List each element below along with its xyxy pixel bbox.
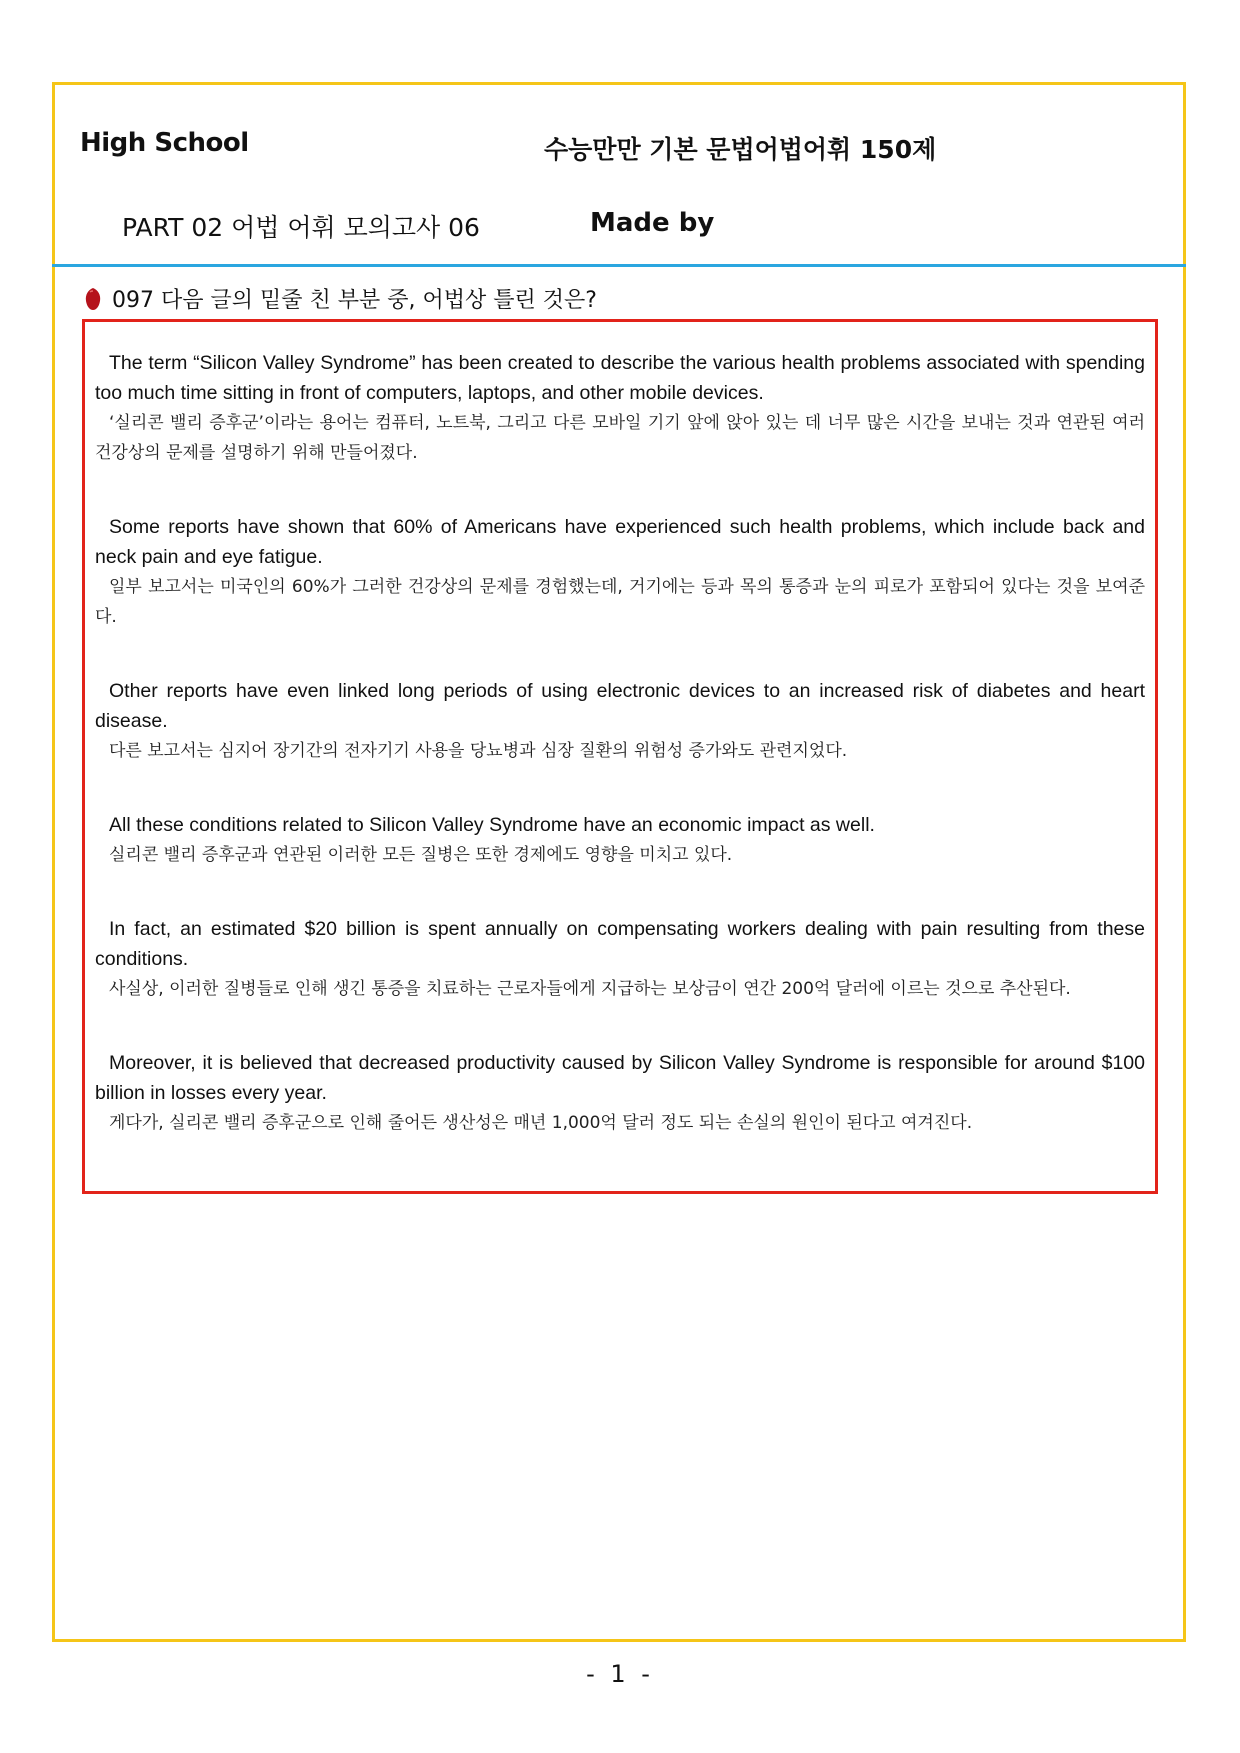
english-sentence: Moreover, it is believed that decreased productivity caused by Silicon Valley Syndrome is responsible for around $100 billion in losses every year. xyxy=(95,1052,1145,1104)
header-school: High School xyxy=(80,128,249,158)
header-part: PART 02 어법 어휘 모의고사 06 xyxy=(122,213,480,242)
korean-translation: 일부 보고서는 미국인의 60%가 그러한 건강상의 문제를 경험했는데, 거기에는 등과 목의 통증과 눈의 피로가 포함되어 있다는 것을 보여준다. xyxy=(95,577,1145,627)
header-made-by: Made by xyxy=(590,208,715,238)
passage-box xyxy=(82,319,1158,1194)
sentence-pair xyxy=(95,810,1145,870)
sentence-pair xyxy=(95,512,1145,632)
header-divider xyxy=(52,264,1186,267)
question-line xyxy=(84,283,597,314)
sentence-pair xyxy=(95,348,1145,468)
sentence-pair xyxy=(95,676,1145,766)
english-sentence: Other reports have even linked long periods of using electronic devices to an increased risk of diabetes and heart disease. xyxy=(95,680,1145,732)
english-sentence: All these conditions related to Silicon Valley Syndrome have an economic impact as well. xyxy=(109,814,875,836)
korean-translation: 게다가, 실리콘 밸리 증후군으로 인해 줄어든 생산성은 매년 1,000억 달러 정도 되는 손실의 원인이 된다고 여겨진다. xyxy=(109,1113,973,1133)
page-number: - 1 - xyxy=(586,1660,654,1688)
sentence-pair xyxy=(95,914,1145,1004)
korean-translation: 다른 보고서는 심지어 장기간의 전자기기 사용을 당뇨병과 심장 질환의 위험성 증가와도 관련지었다. xyxy=(109,741,848,761)
korean-translation: 실리콘 밸리 증후군과 연관된 이러한 모든 질병은 또한 경제에도 영향을 미치고 있다. xyxy=(109,845,733,865)
english-sentence: Some reports have shown that 60% of Americans have experienced such health problems, which include back and neck pain and eye fatigue. xyxy=(95,516,1145,568)
english-sentence: The term “Silicon Valley Syndrome” has been created to describe the various health problems associated with spending too much time sitting in front of computers, laptops, and other mobile devices. xyxy=(95,352,1145,404)
header-title: 수능만만 기본 문법어법어휘 150제 xyxy=(544,135,937,164)
red-bullet-icon xyxy=(84,287,102,311)
question-text: 097 다음 글의 밑줄 친 부분 중, 어법상 틀린 것은? xyxy=(112,288,597,313)
sentence-pair xyxy=(95,1048,1145,1138)
english-sentence: In fact, an estimated $20 billion is spent annually on compensating workers dealing with pain resulting from these conditions. xyxy=(95,918,1145,970)
korean-translation: 사실상, 이러한 질병들로 인해 생긴 통증을 치료하는 근로자들에게 지급하는 보상금이 연간 200억 달러에 이르는 것으로 추산된다. xyxy=(109,979,1071,999)
korean-translation: ‘실리콘 밸리 증후군’이라는 용어는 컴퓨터, 노트북, 그리고 다른 모바일 기기 앞에 앉아 있는 데 너무 많은 시간을 보내는 것과 연관된 여러 건강상의 문제를 설명하기 위해 만들어졌다. xyxy=(95,413,1145,463)
